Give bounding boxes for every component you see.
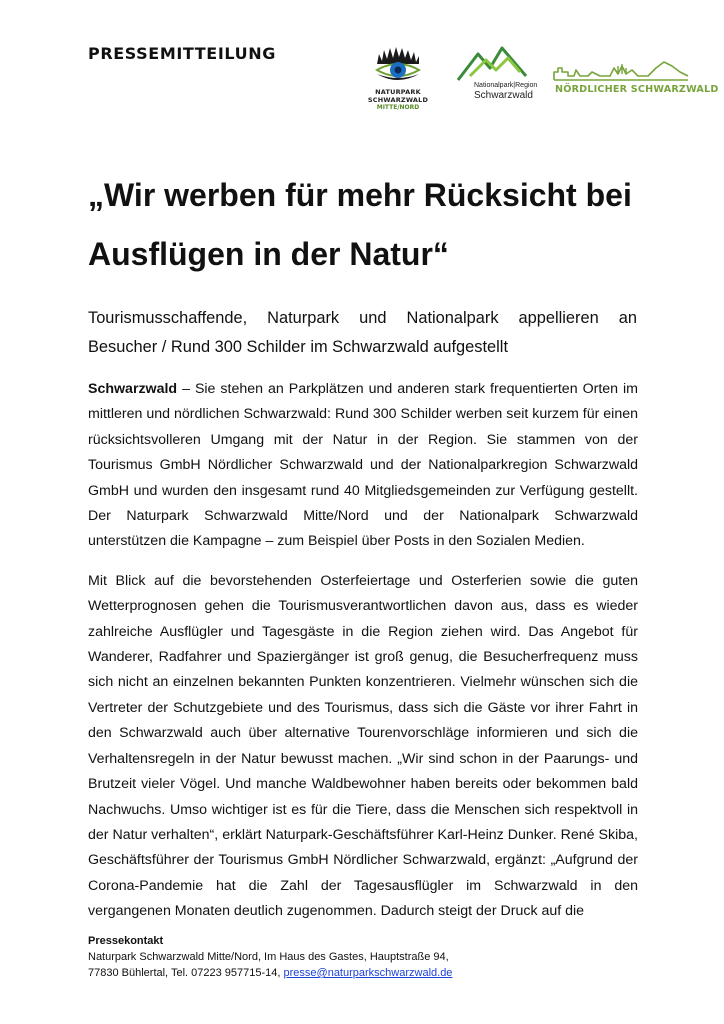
- paragraph-2: Mit Blick auf die bevorstehenden Osterfeiertage und Osterferien sowie die guten Wetterprognosen gehen die Tourismusverantwortlichen davon aus, dass es wieder zahlreiche Ausflügler und Tagesgäste in die Region ziehen wird. Das Angebot für Wanderer, Radfahrer und Spaziergänger ist groß genug, die Besucherfrequenz muss sich nicht an einzelnen bekannten Punkten konzentrieren. Vielmehr wünschen sich die Vertreter der Schutzgebiete und des Tourismus, dass sich die Gäste vor ihrer Fahrt in den Schwarzwald auch über alternative Tourenvorschläge informieren und sich die Verhaltensregeln in der Natur bewusst machen. „Wir sind schon in der Paarungs- und Brutzeit vieler Vögel. Und manche Waldbewohner haben bereits oder bekommen bald Nachwuchs. Umso wichtiger ist es für die Tiere, dass die Menschen sich respektvoll in der Natur verhalten“, erklärt Naturpark-Geschäftsführer Karl-Heinz Dunker. René Skiba, Geschäftsführer der Tourismus GmbH Nördlicher Schwarzwald, ergänzt: „Aufgrund der Corona-Pandemie hat die Zahl der Tagesausflügler im Schwarzwald in den vergangenen Monaten deutlich zugenommen. Dadurch steigt der Druck auf die: [88, 572, 638, 920]
- nationalparkregion-logo-text: Nationalpark|Region: [474, 82, 538, 89]
- naturpark-eye-icon: [369, 46, 427, 86]
- press-release-label: PRESSEMITTEILUNG: [88, 44, 276, 63]
- nationalparkregion-logo: [456, 46, 538, 104]
- noerdlicher-schwarzwald-logo-text: NÖRDLICHER SCHWARZWALD: [555, 84, 719, 95]
- naturpark-logo: [352, 46, 444, 112]
- press-contact-phone-line: [88, 965, 648, 981]
- paragraph-1: [88, 377, 638, 555]
- press-contact: [88, 933, 648, 981]
- dateline: Schwarzwald: [88, 381, 178, 397]
- nationalparkregion-logo-subtext: Schwarzwald: [474, 90, 533, 101]
- headline: „Wir werben für mehr Rücksicht bei Ausflügen in der Natur“: [88, 177, 632, 272]
- naturpark-logo-text: NATURPARK SCHWARZWALD: [367, 88, 429, 104]
- subheadline: [88, 304, 637, 362]
- press-contact-title: Pressekontakt: [88, 935, 164, 947]
- article-body: [88, 377, 638, 939]
- naturpark-logo-subtext: MITTE/NORD: [376, 104, 420, 111]
- noerdlicher-schwarzwald-logo: [552, 58, 719, 102]
- press-contact-phone: 77830 Bühlertal, Tel. 07223 957715-14,: [88, 967, 284, 979]
- press-contact-address: Naturpark Schwarzwald Mitte/Nord, Im Haus des Gastes, Hauptstraße 94,: [88, 951, 449, 963]
- mountains-icon: [456, 46, 528, 82]
- skyline-icon: [552, 58, 690, 82]
- subheadline-line-2: Besucher / Rund 300 Schilder im Schwarzwald aufgestellt: [88, 338, 508, 356]
- subheadline-line-1: Tourismusschaffende, Naturpark und Nationalpark appellieren an: [88, 309, 637, 327]
- press-email-link[interactable]: presse@naturparkschwarzwald.de: [283, 967, 453, 979]
- paragraph-1-text: – Sie stehen an Parkplätzen und anderen stark frequentierten Orten im mittleren und nördlichen Schwarzwald: Rund 300 Schilder werben seit kurzem für einen rücksichtsvolleren Umgang mit der Natur in der Region. Sie stammen von der Tourismus GmbH Nördlicher Schwarzwald und der Nationalparkregion Schwarzwald GmbH und wurden den insgesamt rund 40 Mitgliedsgemeinden zur Verfügung gestellt. Der Naturpark Schwarzwald Mitte/Nord und der Nationalpark Schwarzwald unterstützen die Kampagne – zum Beispiel über Posts in den Sozialen Medien.: [88, 381, 638, 550]
